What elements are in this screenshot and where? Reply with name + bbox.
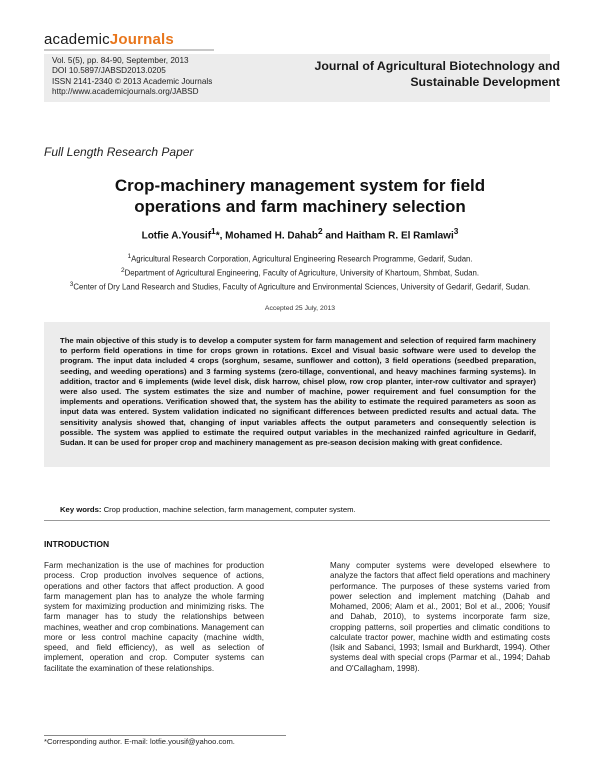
author-3-affil: 3: [453, 226, 459, 236]
author-1: Lotfie A.Yousif: [141, 230, 212, 242]
logo-text-academic: academic: [44, 31, 110, 48]
journal-title-line1: Journal of Agricultural Biotechnology and: [314, 59, 560, 73]
publisher-logo: [44, 31, 174, 48]
article-title-line2: operations and farm machinery selection: [134, 197, 466, 216]
author-list: [40, 226, 560, 241]
volume-line: Vol. 5(5), pp. 84-90, September, 2013: [52, 56, 189, 65]
issn-line: ISSN 2141-2340 © 2013 Academic Journals: [52, 76, 213, 86]
journal-title-line2: Sustainable Development: [410, 75, 560, 89]
doi-line: DOI 10.5897/JABSD2013.0205: [52, 66, 166, 76]
keywords-divider: [44, 520, 550, 521]
keywords: [60, 505, 540, 514]
logo-text-journals: Journals: [109, 31, 174, 48]
affiliations: [40, 251, 560, 292]
section-heading-introduction: INTRODUCTION: [44, 539, 110, 549]
logo-underline: [44, 49, 214, 51]
accepted-date: Accepted 25 July, 2013: [264, 305, 336, 312]
article-title-line1: Crop-machinery management system for field: [114, 176, 486, 195]
author-1-affil: 1: [211, 226, 216, 236]
article-title: [40, 175, 560, 217]
article-type-label: Full Length Research Paper: [44, 145, 194, 159]
keywords-label: Key words:: [60, 505, 102, 514]
affiliation-2: $^2$Department of Agricultural Engineering, Faculty of Agriculture, University of Khartoum, Shmbat, Sudan.: [120, 266, 480, 278]
intro-column-right: Many computer systems were developed elsewhere to analyze the factors that affect field operations and machinery performance. The purposes of these systems varied from power selection and implement matching (Dahab and Mohamed, 2006; Alam et al., 2001; Bol et al., 2006; Yousif and Dahab, 2010), to systems incorporate farm size, cropping patterns, soil properties and climatic conditions to calculate tractor power, machine width and estimating costs (Isik and Sabanci, 1993; Ismail and Burkhardt, 1994). Other systems deal with special crops (Parmar et al., 1994; Dahab and O'Callagham, 1998).: [330, 561, 550, 673]
author-2-affil: 2: [317, 226, 323, 236]
corresponding-author: *Corresponding author. E-mail: lotfie.yousif@yahoo.com.: [44, 737, 235, 746]
author-2: , Mohamed H. Dahab: [219, 230, 318, 242]
journal-title: [250, 58, 560, 90]
affiliation-3: $^3$Center of Dry Land Research and Studies, Faculty of Agriculture and Environmental Sciences, University of Gedarif, Gedarif, Sudan.: [69, 280, 531, 292]
affiliation-1: $^1$Agricultural Research Corporation, Agricultural Engineering Research Programme, Gedarif, Sudan.: [127, 253, 473, 264]
journal-url-link[interactable]: http://www.academicjournals.org/JABSD: [52, 86, 199, 96]
author-1-star: *: [215, 230, 220, 242]
author-3: and Haitham R. El Ramlawi: [322, 230, 454, 242]
footnote-divider: [44, 735, 286, 736]
abstract-text: The main objective of this study is to develop a computer system for farm management and selection of required farm machinery to perform field operations in time for crops grown in rotations. Excel and Visual basic software were used to develop the program. The input data included 4 crops (sorghum, sesame, sunflower and cotton), 3 field operations (seedbed preparation, seeding, and weeding operations) and 3 farming systems (zero-tillage, conventional, and heavy machines farming systems). In addition, tractor and 6 implements (wide level disk, disk harrow, chisel plow, row crop planter, inter-row cultivator and sprayer) were also used. The system estimates the size and number of machine, power requirement and fuel consumption for the implements and operations. Verification showed that, the system has the ability to estimate the required parameters as soon as input data was entered. System validation indicated no significant differences between predicted results and actual data. The sensitivity analysis showed that, changing of input variables affects the output parameters and consequently selection is possible. The system was applied to estimate the required output variables in the mechanized rainfed agriculture in Gedarif, Sudan. It can be used for proper crop and machinery management as pre-season decision making with great confidence.: [60, 336, 536, 448]
keywords-list: Crop production, machine selection, farm management, computer system.: [101, 505, 356, 514]
publication-info: [52, 56, 212, 97]
intro-column-left: Farm mechanization is the use of machines for production process. Crop production involves sequence of actions, operations and other factors that affect production. A good farm management plan has to analyze the whole farming system for maximizing production and minimizing risks. The farm manager has to study the relationships between machines, weather and crop combinations. Management can more or less control machine capacity (machine width, speed, and field efficiency), as well as selection of implement, operation and crop. Computer systems can facilitate the examination of these relationships.: [44, 561, 264, 673]
